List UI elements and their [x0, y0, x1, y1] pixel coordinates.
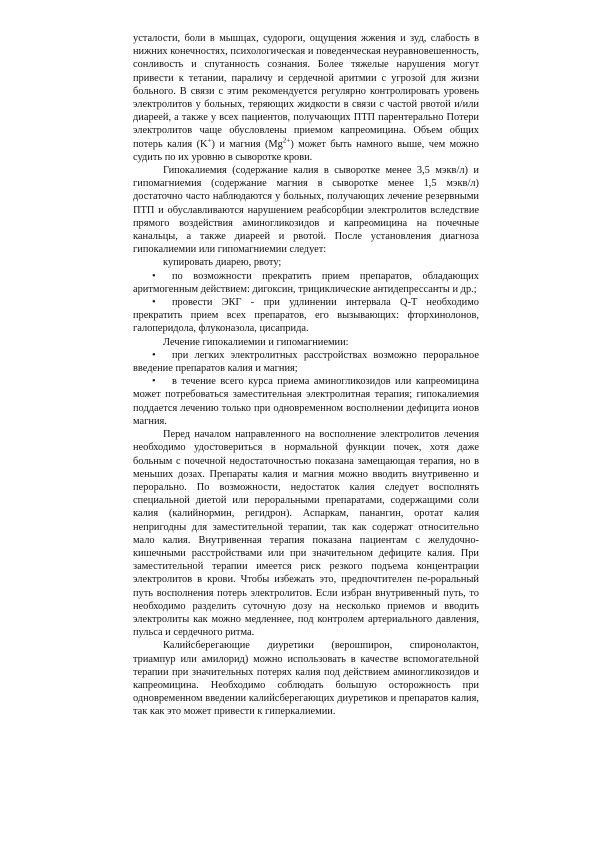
paragraph-stop-diarrhea: купировать диарею, рвоту;	[163, 257, 282, 269]
magnesium-ion-superscript: 2+	[282, 136, 291, 145]
bullet-item-oral-supplements	[133, 349, 479, 375]
bullet-icon: •	[152, 349, 156, 361]
bullet-text: в течение всего курса приема аминогликозидов или капреомицина может потребоваться заместительная электролитная терапия; гипокалиемия поддается лечению только при одновременном восполнении дефицита ионов магния.	[133, 376, 479, 427]
bullet-text: при легких электролитных расстройствах возможно пероральное введение препаратов калия и магния;	[133, 349, 479, 375]
potassium-ion-superscript: +	[207, 136, 212, 145]
paragraph-hypokalemia-definition: Гипокалиемия (содержание калия в сыворотке менее 3,5 мэкв/л) и гипомагниемия (содержание магния в сыворотке менее 1,5 мэкв/л) достаточно часто наблюдаются у больных, получающих лечение резервными ПТП и обуславливаются нарушением реабсорбции электролитов вследствие прямого воздействия аминогликозидов и капреомицина на почечные канальцы, а также диареей и рвотой. После установления диагноза гипокалиемии или гипомагниемии следует:	[133, 165, 479, 256]
bullet-icon: •	[152, 376, 156, 388]
bullet-text: по возможности прекратить прием препаратов, обладающих аритмогенным действием: дигоксин, трициклические антидепрессанты и др.;	[133, 270, 479, 295]
paragraph-treatment-heading: Лечение гипокалиемии и гипомагниемии:	[163, 336, 349, 348]
paragraph-before-treatment: Перед началом направленного на восполнение электролитов лечения необходимо удостовериться в нормальной функции почек, хотя даже больным с почечной недостаточностью показана замещающая терапия, но в меньших дозах. Препараты калия и магния можно вводить внутривенно и перорально. По возможности, недостаток калия следует восполнять специальной диетой или пероральными препаратами, содержащими соли калия (калийнормин, регидрон). Аспаркам, панангин, оротат калия непригодны для заместительной терапии, так как содержат относительно мало калия. Внутривенная терапия показана пациентам с желудочно-кишечными расстройствами или при значительном дефиците калия. При заместительной терапии имеется риск резкого подъема концентрации электролитов в крови. Чтобы избежать это, предпочтителен пе-роральный путь восполнения потерь электролитов. Если избран внутривенный путь, то необходимо разделить суточную дозу на несколько приемов и вводить электролиты как можно медленнее, под контролем артериального давления, пульса и сердечного ритма.	[133, 429, 479, 639]
bullet-item-stop-arrhythmogenic	[133, 270, 479, 296]
bullet-item-ecg	[133, 296, 479, 336]
paragraph-electrolyte-symptoms	[133, 32, 479, 164]
document-page	[133, 32, 479, 719]
paragraph-potassium-sparing-diuretics: Калийсберегающие диуретики (верошпирон, спиронолактон, триампур или амилорид) можно использовать в качестве вспомогательной терапии при значительных потерях калия под действием аминогликозидов и капреомицина. Необходимо соблюдать большую осторожность при одновременном введении калийсберегающих диуретиков и препаратов калия, так как это может привести к гиперкалиемии.	[133, 640, 479, 718]
text-run: усталости, боли в мышцах, судороги, ощущения жжения и зуд, слабость в нижних конечностях, психологическая и поведенческая неуравновешенность, сонливость и спутанность сознания. Более тяжелые нарушения могут привести к тетании, параличу и сердечной аритмии с угрозой для жизни больного. В связи с этим рекомендуется регулярно контролировать уровень электролитов у больных, теряющих жидкости в связи с частой рвотой и/или диареей, а также у всех пациентов, получающих ПТП парентерально Потери электролитов чаще обусловлены приемом капреомицина. Объем общих потерь калия (K	[133, 33, 479, 150]
text-run: ) и магния (Mg	[211, 138, 283, 150]
bullet-text: провести ЭКГ - при удлинении интервала Q-T необходимо прекратить прием всех препаратов, его вызывающих: фторхинолонов, галоперидола, флуконазола, цисаприда.	[133, 297, 479, 335]
text-run: ) может быть намного выше, чем можно судить по их уровню в сыворотке крови.	[133, 138, 479, 163]
bullet-item-replacement-therapy	[133, 375, 479, 428]
bullet-icon: •	[152, 270, 156, 282]
bullet-icon: •	[152, 297, 156, 309]
